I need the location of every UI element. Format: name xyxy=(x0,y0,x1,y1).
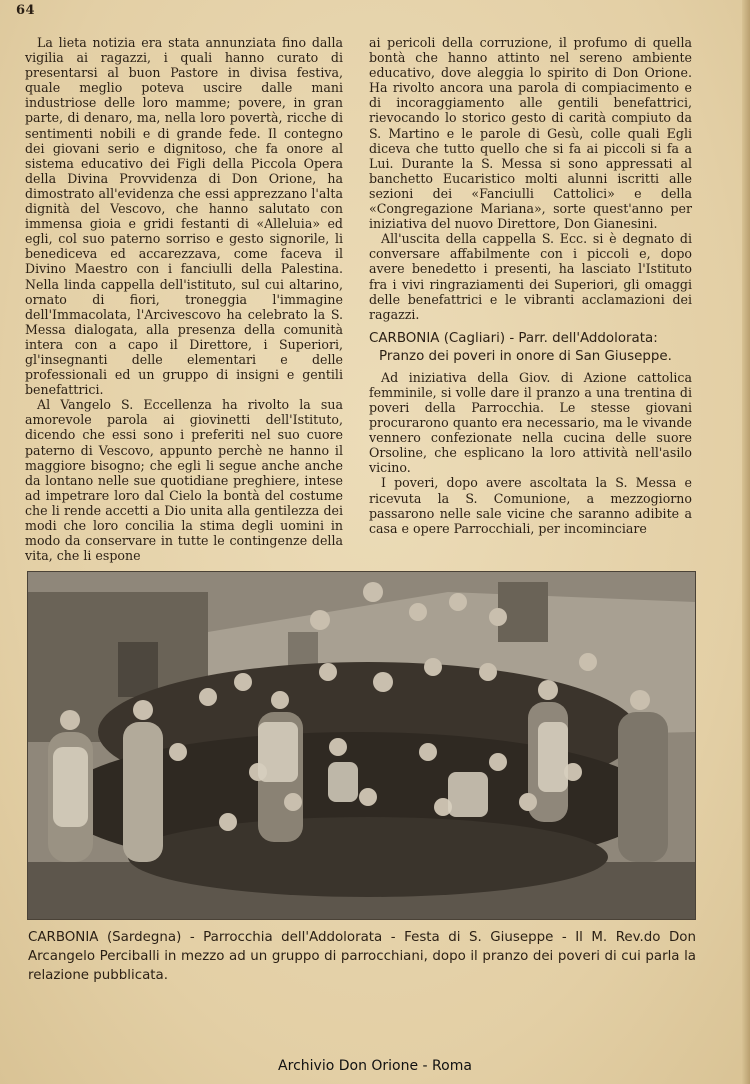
right-paragraph-1: ai pericoli della corruzione, il profumo di quella bontà che hanno attinto nel sereno ambiente educativo, dove aleggia lo spirito di Don Orione. Ha rivolto ancora una parola di compiacimento e di incoraggiamento alle gentili benefattrici, rievocando lo storico gesto di carità compiuto da S. Martino e le parole di Gesù, colle quali Egli diceva che tutto quello che si fa ai piccoli si fa a Lui. Durante la S. Messa si sono appressati al banchetto Eucaristico molti alunni iscritti alle sezioni dei «Fanciulli Cattolici» e della «Congregazione Mariana», sorte quest'anno per iniziativa del nuovo Direttore, Don Gianesini. xyxy=(369,35,692,232)
archive-footer: Archivio Don Orione - Roma xyxy=(278,1058,472,1074)
right-paragraph-4: I poveri, dopo avere ascoltata la S. Messa e ricevuta la S. Comunione, a mezzogiorno passarono nelle sale vicine che saranno adibite a casa e opere Parrocchiali, per incominciare xyxy=(369,475,692,536)
left-paragraph-2: Al Vangelo S. Eccellenza ha rivolto la sua amorevole parola ai giovinetti dell'Istituto, dicendo che essi sono i preferiti nel suo cuore paterno di Vescovo, appunto perchè ne hanno il maggiore bisogno; che egli li segue anche anche da lontano nelle sue quotidiane preghiere, intese ad impetrare loro dal Cielo la bontà del costume che li rende accetti a Dio unita alla gentilezza dei modi che loro concilia la stima degli uomini in modo da conservare in tutte le contingenze della vita, che li espone xyxy=(25,397,343,564)
photo-window xyxy=(498,582,548,642)
group-photo xyxy=(27,571,696,920)
photo-figure xyxy=(618,712,668,862)
article-heading-place: CARBONIA (Cagliari) - Parr. dell'Addolorata: xyxy=(369,330,658,346)
article-heading xyxy=(369,330,692,366)
group-photo-illustration xyxy=(28,572,695,919)
left-paragraph-1: La lieta notizia era stata annunziata fino dalla vigilia ai ragazzi, i quali hanno curato di presentarsi al buon Pastore in divisa festiva, quale meglio poteva uscire dalle mani industriose delle loro mamme; povere, in gran parte, di denaro, ma, nella loro povertà, ricche di sentimenti nobili e di grande fede. Il contegno dei giovani serio e dignitoso, che fa onore al sistema educativo dei Figli della Piccola Opera della Divina Provvidenza di Don Orione, ha dimostrato all'evidenza che essi apprezzano l'alta dignità del Vescovo, che hanno salutato con immensa gioia e gridi festanti di «Alleluia» ed egli, col suo paterno sorriso e gesto signorile, li benediceva ed accarezzava, come faceva il Divino Maestro con i fanciulli della Palestina. Nella linda cappella dell'istituto, sul cui altarino, ornato di fiori, troneggia l'immagine dell'Immacolata, l'Arcivescovo ha celebrato la S. Messa dialogata, alla presenza della comunità intera con a capo il Direttore, i Superiori, gl'insegnanti delle elementari e delle professionali ed un gruppo di insigni e gentili benefattrici. xyxy=(25,35,343,398)
right-paragraph-3: Ad iniziativa della Giov. di Azione cattolica femminile, si volle dare il pranzo a una trentina di poveri della Parrocchia. Le stesse giovani procurarono quanto era necessario, ma le vivande vennero confezionate nella cucina delle suore Orsoline, che esplicano la loro attività nell'asilo vicino. xyxy=(369,369,692,476)
photo-window xyxy=(118,642,158,697)
page-edge xyxy=(742,0,750,1084)
photo-crowd-front xyxy=(128,817,608,897)
right-paragraph-2: All'uscita della cappella S. Ecc. si è degnato di conversare affabilmente con i piccoli e, dopo avere benedetto i presenti, ha lasciato l'Istituto fra i vivi ringraziamenti dei Superiori, gli omaggi delle benefattrici e le vibranti acclamazioni dei ragazzi. xyxy=(369,231,692,322)
photo-caption: CARBONIA (Sardegna) - Parrocchia dell'Addolorata - Festa di S. Giuseppe - Il M. Rev.do Don Arcangelo Perciballi in mezzo ad un gruppo di parrocchiani, dopo il pranzo dei poveri di cui parla la relazione pubblicata. xyxy=(28,930,696,983)
page-number: 64 xyxy=(16,3,36,18)
left-column xyxy=(25,35,343,563)
article-heading-title: Pranzo dei poveri in onore di San Giuseppe. xyxy=(379,348,672,364)
photo-figure xyxy=(123,722,163,862)
right-column xyxy=(369,35,692,536)
